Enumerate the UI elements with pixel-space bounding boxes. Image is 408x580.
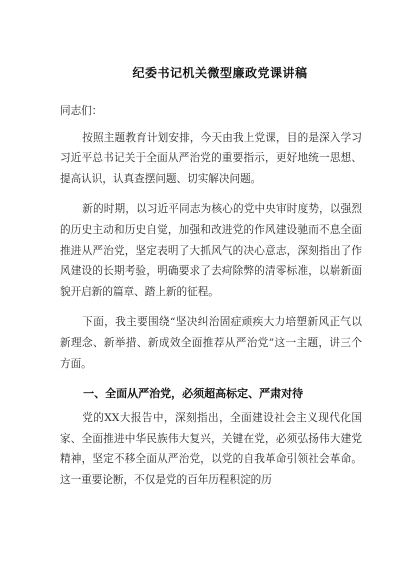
paragraph-new-era: 新的时期，以习近平同志为核心的党中央审时度势，以强烈的历史主动和历史自觉，加强和改进党的作风建设驰而不息全面推进从严治党，坚定表明了大抓风气的决心意志，深刻指出了作风建设的长期考验，明确要求了去疴除弊的清零标准，以崭新面貌开启新的篇章、踏上新的征程。 <box>60 203 362 298</box>
paragraph-section-1: 党的XX大报告中，深刻指出，全面建设社会主义现代化国家、全面推进中华民族伟大复兴，关键在党，必须弘扬伟大建党精神，坚定不移全面从严治党，以党的自我革命引领社会革命。这一重要论断，不仅是党的百年历程积淀的历 <box>60 412 362 486</box>
paragraph-theme: 下面，我主要围绕“坚决纠治固症顽疾大力培塑新风正气以新理念、新举措、新成效全面推荐从严治党”这一主题，讲三个方面。 <box>60 316 362 370</box>
salutation: 同志们： <box>60 105 103 117</box>
document-title: 纪委书记机关微型廉政党课讲稿 <box>132 66 308 80</box>
section-heading-1: 一、全面从严治党，必须超高标定、严肃对待 <box>83 387 304 401</box>
paragraph-intro: 按照主题教育计划安排，今天由我上党课，目的是深入学习习近平总书记关于全面从严治党的重要指示，更好地统一思想、提高认识，认真查摆问题、切实解决问题。 <box>60 131 362 185</box>
